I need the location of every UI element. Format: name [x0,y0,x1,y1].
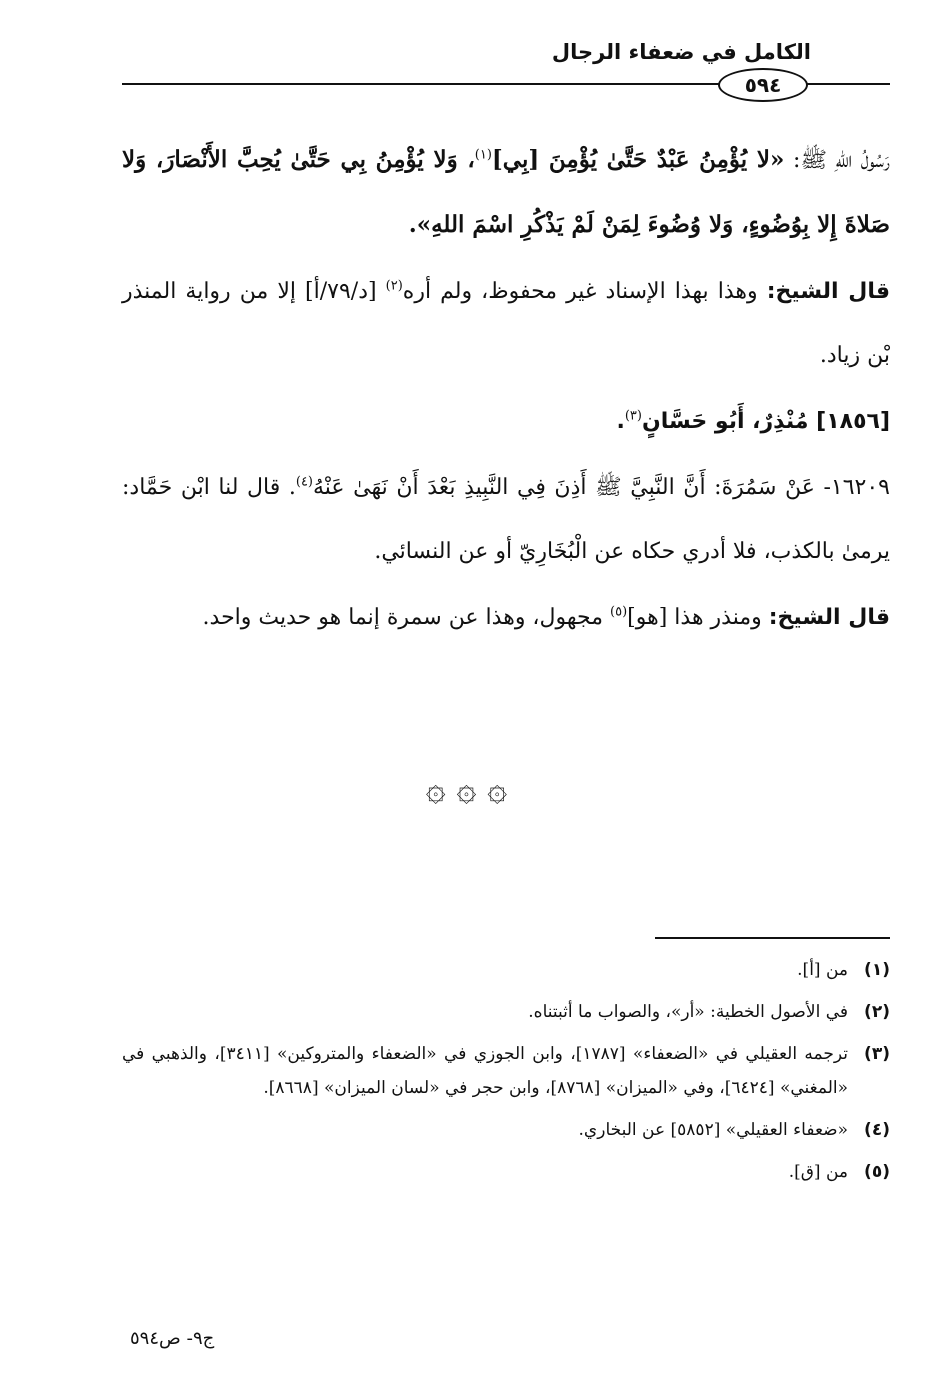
entry-heading-end: . [616,409,625,434]
comment-text-rest: [د/٧٩/أ] إلا من رواية المنذر بْن زياد. [122,279,890,368]
footnote-mark: (٥) [864,1162,890,1182]
page-number: ٥٩٤ [744,73,782,97]
entry-heading: [١٨٥٦] مُنْذِرٌ، أَبُو حَسَّانٍ [641,409,890,434]
page-number-badge [718,68,808,102]
footnote [122,953,890,987]
footnote [122,995,890,1029]
comment-text: ومنذر هذا [هو] [627,605,769,630]
footnote-text: من [أ]. [797,960,848,980]
footnotes [122,953,890,1197]
paragraph-hadith [122,128,890,258]
footnote-ref-1[interactable]: (١) [474,147,492,163]
sheikh-label: قال الشيخ: [768,605,890,630]
footnote-text: «ضعفاء العقيلي» [٥٨٥٢] عن البخاري. [578,1120,848,1140]
paragraph-sheikh-comment-1 [122,260,890,388]
comment-text-rest: مجهول، وهذا عن سمرة إنما هو حديث واحد. [202,605,611,630]
footnote-text: في الأصول الخطية: «أر»، والصواب ما أثبتناه. [528,1002,848,1022]
hadith-lead: رَسُولُ اللهِ ﷺ: [784,148,890,173]
page-reference: ج٩- ص٥٩٤ [130,1328,215,1349]
running-title: الكامل في ضعفاء الرجال [551,40,811,64]
comment-text: وهذا بهذا الإسناد غير محفوظ، ولم أره [402,279,767,304]
footnote-mark: (١) [864,960,890,980]
footnote-ref-5[interactable]: (٥) [610,604,628,620]
sheikh-label: قال الشيخ: [766,279,890,304]
hadith-text-rest: ، وَلا يُؤْمِنُ بِي حَتَّىٰ يُحِبَّ الأَنْصَارَ، وَلا صَلاةَ إِلا بِوُضُوءٍ، وَلا وُضُوءَ لِمَنْ لَمْ يَذْكُرِ اسْمَ اللهِ». [122,146,890,238]
narration-text-rest: . قال لنا ابْن حَمَّاد: يرمىٰ بالكذب، فلا أدري حكاه عن الْبُخَارِيّ أو عن النسائي. [122,475,890,564]
paragraph-entry-heading [122,390,890,454]
footnote-mark: (٣) [864,1044,890,1064]
footnote-mark: (٢) [864,1002,890,1022]
narration-text: ١٦٢٠٩- عَنْ سَمُرَةَ: أَنَّ النَّبِيَّ ﷺ أَذِنَ فِي النَّبِيذِ بَعْدَ أَنْ نَهَىٰ عَنْهُ [313,475,890,500]
footnote-ref-2[interactable]: (٢) [385,278,403,294]
footnote-text: ترجمه العقيلي في «الضعفاء» [١٧٨٧]، وابن الجوزي في «الضعفاء والمتروكين» [٣٤١١]، والذهبي في «المغني» [٦٤٢٤]، وفي «الميزان» [٨٧٦٨]، وابن حجر في «لسان الميزان» [٨٦٦٨]. [122,1044,848,1098]
footnote [122,1155,890,1189]
footnote-text: من [ق]. [788,1162,848,1182]
footnote [122,1037,890,1105]
ornament-divider: ۞ ۞ ۞ [425,769,508,809]
footnote-mark: (٤) [864,1120,890,1140]
footnote-ref-3[interactable]: (٣) [624,408,642,424]
paragraph-narration [122,456,890,584]
footnote-ref-4[interactable]: (٤) [295,474,313,490]
footnote [122,1113,890,1147]
paragraph-sheikh-comment-2 [122,586,890,650]
main-text [122,128,890,652]
footnote-rule [655,937,890,939]
hadith-text: «لا يُؤْمِنُ عَبْدٌ حَتَّىٰ يُؤْمِنَ [بِي] [491,146,785,173]
